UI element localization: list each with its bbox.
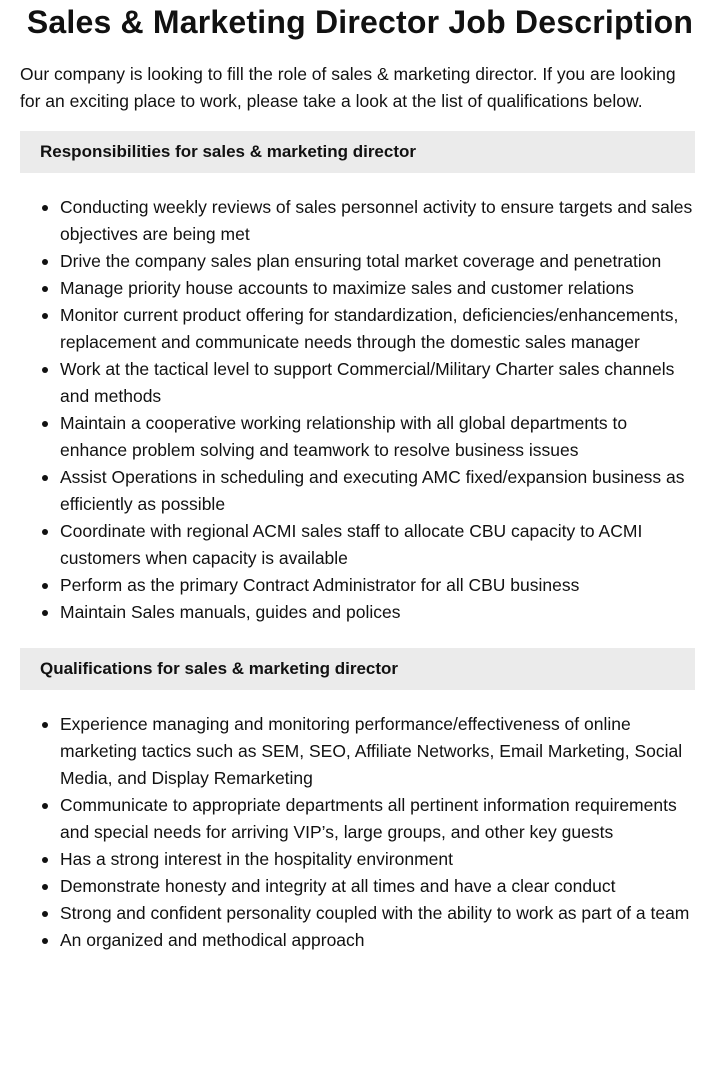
bullet-icon — [42, 610, 48, 616]
section-spacer — [20, 626, 700, 648]
bullet-icon — [42, 205, 48, 211]
bullet-icon — [42, 857, 48, 863]
responsibility-item — [60, 194, 696, 248]
bullet-icon — [42, 286, 48, 292]
bullet-icon — [42, 529, 48, 535]
qualification-text: Has a strong interest in the hospitality environment — [60, 849, 453, 869]
qualification-item — [60, 900, 696, 927]
qualification-item — [60, 711, 696, 792]
responsibility-text: Assist Operations in scheduling and executing AMC fixed/expansion business as efficiently as possible — [60, 467, 685, 514]
qualification-text: Demonstrate honesty and integrity at all times and have a clear conduct — [60, 876, 616, 896]
responsibility-item — [60, 518, 696, 572]
qualification-text: Communicate to appropriate departments all pertinent information requirements and special needs for arriving VIP’s, large groups, and other key guests — [60, 795, 677, 842]
qualification-text: An organized and methodical approach — [60, 930, 365, 950]
responsibility-text: Maintain Sales manuals, guides and polices — [60, 602, 401, 622]
responsibility-text: Work at the tactical level to support Commercial/Military Charter sales channels and methods — [60, 359, 675, 406]
responsibility-item — [60, 302, 696, 356]
responsibility-text: Perform as the primary Contract Administrator for all CBU business — [60, 575, 580, 595]
bullet-icon — [42, 475, 48, 481]
responsibility-item — [60, 464, 696, 518]
responsibility-text: Conducting weekly reviews of sales personnel activity to ensure targets and sales objectives are being met — [60, 197, 693, 244]
bullet-icon — [42, 722, 48, 728]
bullet-icon — [42, 803, 48, 809]
qualifications-list — [20, 711, 700, 954]
intro-paragraph: Our company is looking to fill the role of sales & marketing director. If you are looking for an exciting place to work, please take a look at the list of qualifications below. — [20, 64, 676, 111]
qualification-text: Strong and confident personality coupled with the ability to work as part of a team — [60, 903, 690, 923]
qualifications-header — [20, 648, 695, 690]
responsibility-item — [60, 356, 696, 410]
bullet-icon — [42, 259, 48, 265]
qualification-item — [60, 792, 696, 846]
bullet-icon — [42, 313, 48, 319]
responsibility-item — [60, 572, 696, 599]
responsibilities-heading: Responsibilities for sales & marketing director — [40, 142, 417, 161]
bullet-icon — [42, 938, 48, 944]
bullet-icon — [42, 884, 48, 890]
responsibility-text: Monitor current product offering for standardization, deficiencies/enhancements, replacement and communicate needs through the domestic sales manager — [60, 305, 679, 352]
responsibility-item — [60, 248, 696, 275]
qualifications-heading: Qualifications for sales & marketing director — [40, 659, 399, 678]
qualification-item — [60, 873, 696, 900]
responsibility-text: Maintain a cooperative working relationship with all global departments to enhance problem solving and teamwork to resolve business issues — [60, 413, 628, 460]
responsibilities-list — [20, 194, 700, 626]
qualification-item — [60, 927, 696, 954]
responsibilities-header — [20, 131, 695, 173]
responsibility-item — [60, 275, 696, 302]
responsibility-text: Manage priority house accounts to maximize sales and customer relations — [60, 278, 634, 298]
bullet-icon — [42, 421, 48, 427]
bullet-icon — [42, 911, 48, 917]
qualification-item — [60, 846, 696, 873]
page-title: Sales & Marketing Director Job Description — [26, 4, 694, 40]
responsibility-item — [60, 410, 696, 464]
responsibility-text: Drive the company sales plan ensuring total market coverage and penetration — [60, 251, 662, 271]
qualification-text: Experience managing and monitoring performance/effectiveness of online marketing tactics such as SEM, SEO, Affiliate Networks, Email Marketing, Social Media, and Display Remarketing — [60, 714, 683, 788]
responsibility-item — [60, 599, 696, 626]
responsibility-text: Coordinate with regional ACMI sales staff to allocate CBU capacity to ACMI customers when capacity is available — [60, 521, 643, 568]
bullet-icon — [42, 583, 48, 589]
bullet-icon — [42, 367, 48, 373]
